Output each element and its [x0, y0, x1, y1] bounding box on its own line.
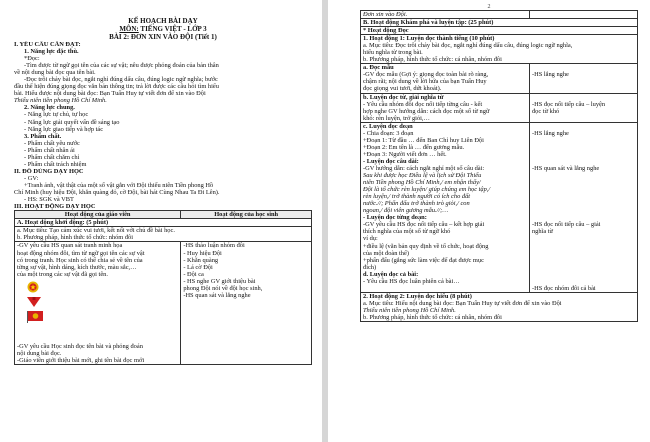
- text-line: 2. Năng lực chung.: [24, 104, 75, 112]
- activity-2-goal: a. Mục tiêu: Hiểu nội dung bài đọc: Bạn Tuấn Huy tự viết đơn để xin vào Đội: [363, 299, 562, 307]
- subject-line: [14, 25, 312, 33]
- table-row: [15, 227, 312, 242]
- table-row: [15, 242, 312, 364]
- student-step: -HS quan sát và lắng nghe: [183, 291, 251, 299]
- teacher-step: +Đoạn 1: Từ đầu … đến Ban Chỉ huy Liên Đội: [363, 136, 484, 144]
- student-cell: [181, 242, 312, 364]
- student-steps: [183, 242, 309, 298]
- teacher-step: - Yêu cầu HS đọc luân phiên cả bài…: [363, 277, 460, 285]
- teacher-step: thích nghĩa của một số từ ngữ khó: [363, 228, 451, 236]
- text-line: - Phẩm chất yêu nước: [24, 139, 80, 147]
- student-step: [532, 264, 635, 271]
- teacher-step: - Luyện đọc câu dài:: [363, 157, 419, 165]
- teacher-step: +Đoạn 2: Em tên là … đến gương mẫu.: [363, 143, 465, 151]
- student-step: [532, 250, 635, 257]
- table-row: [15, 219, 312, 227]
- teacher-step: -GV yêu cầu HS đọc nối tiếp câu – kết hợp giải: [363, 221, 485, 229]
- activity-a-method: b. Phương pháp, hình thức tổ chức: nhóm đôi: [17, 234, 134, 242]
- section-b-header: B. Hoạt động Khám phá và luyện tập: (25 phút): [361, 19, 638, 27]
- student-step: [532, 64, 635, 71]
- teacher-step: - Yêu cầu nhóm đôi đọc nối tiếp từng câu - kết: [363, 100, 483, 108]
- activity-1-goal: a. Mục tiêu: Đọc trôi chảy bài đọc, ngắt nghỉ đúng dấu câu, đúng logic ngữ nghĩa,: [363, 42, 573, 50]
- student-step: [532, 200, 635, 207]
- teacher-step: của một trong các sự vật đã gọi tên.: [17, 270, 108, 278]
- text-line: -Đọc trôi chảy bài đọc, ngắt nghỉ đúng dấu câu, đúng logic ngữ nghĩa; bước: [24, 76, 218, 84]
- student-step: - HS nghe GV giới thiệu bài: [183, 277, 256, 285]
- student-step: -HS đọc nối tiếp câu – luyện: [531, 100, 606, 108]
- teacher-step: đích): [363, 263, 377, 271]
- teacher-step: b. Luyện đọc từ, giải nghĩa từ: [363, 93, 444, 101]
- student-step: [532, 172, 635, 179]
- teacher-step: - Luyện đọc từng đoạn:: [363, 214, 427, 222]
- student-step: - Huy hiệu Đội: [183, 249, 222, 257]
- teacher-cell: [361, 93, 530, 122]
- student-step: [532, 94, 635, 101]
- table-row: [361, 93, 638, 122]
- text-line: về nội dung bài đọc qua tên bài.: [14, 69, 96, 77]
- activity-2-goal-cont: Thiếu niên tiền phong Hồ Chí Minh.: [363, 306, 456, 314]
- table-row: [361, 292, 638, 321]
- text-line: 1. Năng lực đặc thù.: [24, 48, 79, 56]
- student-step: [532, 137, 635, 144]
- table-row: [361, 11, 638, 19]
- subject-label: MÔN:: [119, 25, 139, 33]
- teacher-step: -GV đọc mẫu (Gợi ý: giọng đọc toàn bài rõ ràng,: [363, 71, 489, 79]
- teacher-step: từng sự vật, hình dáng, kích thước, màu sắc,…: [17, 263, 137, 271]
- student-step: [532, 278, 635, 285]
- text-line: I. YÊU CẦU CẦN ĐẠT:: [14, 41, 81, 48]
- table-row: [361, 122, 638, 292]
- student-step: [532, 144, 635, 151]
- text-line: Chí Minh (huy hiệu Đội, khăn quàng đỏ, cờ Đội, bài hát Cùng Nhau Ta Đi Lên).: [14, 188, 220, 196]
- student-step: phong Đội nói về đội học sinh,: [183, 284, 263, 292]
- text-line: bài. Hiểu được nội dung bài đọc: Bạn Tuấn Huy tự viết đơn để xin vào Đội: [14, 90, 206, 98]
- pioneer-badge-icon: [27, 281, 39, 293]
- page-2-content: [360, 10, 638, 322]
- teacher-column-header: Hoạt động của giáo viên: [15, 211, 181, 219]
- text-line: - GV:: [24, 174, 39, 182]
- teacher-step: nội dung bài đọc.: [17, 349, 62, 357]
- student-step: - Đội ca: [183, 270, 204, 278]
- student-cell: [529, 93, 637, 122]
- student-step: -HS đọc nối tiếp câu – giải: [531, 221, 601, 229]
- page-2: [328, 0, 650, 442]
- text-line: -Tìm được từ ngữ gọi tên của các sự vật; nêu được phỏng đoán của bản thân: [24, 62, 219, 70]
- text-line: - Phẩm chất chăm chỉ: [24, 153, 80, 161]
- teacher-cell: [361, 64, 530, 93]
- text-line: - Năng lực giao tiếp và hợp tác: [24, 125, 104, 133]
- text-line: - HS: SGK và VBT: [24, 196, 74, 204]
- section-b-subheader: * Hoạt động Đọc: [361, 27, 638, 35]
- objectives-section: [14, 41, 312, 210]
- student-step: -HS lắng nghe: [531, 129, 569, 137]
- student-cell: [529, 122, 637, 292]
- page-number: 2: [487, 4, 491, 10]
- lesson-title: BÀI 2: ĐƠN XIN VÀO ĐỘI (Tiết 1): [109, 33, 217, 41]
- student-step: nghĩa từ: [531, 228, 554, 236]
- page-1-content: [14, 17, 312, 365]
- student-step: đọc từ khó: [531, 107, 560, 115]
- teacher-step: ngoan,/ đội viên gương mẫu.//;…: [363, 207, 448, 215]
- continued-line: Đơn xin vào Đội.: [361, 11, 530, 19]
- text-line: II. ĐỒ DÙNG DẠY HỌC: [14, 167, 84, 175]
- teacher-step: ví dụ:: [363, 235, 378, 243]
- table-row: [361, 27, 638, 35]
- page-1: [0, 0, 322, 442]
- activity-a-goal: a. Mục tiêu: Tạo cảm xúc vui tươi, kết nối với chủ đề bài học.: [17, 227, 175, 235]
- doc-title: KẾ HOẠCH BÀI DẠY: [128, 17, 198, 25]
- student-step: [532, 257, 635, 264]
- text-line: Thiếu niên tiền phong Hồ Chí Minh.: [14, 97, 107, 105]
- teacher-cell: [361, 122, 530, 292]
- student-step: [532, 207, 635, 214]
- teacher-step: -Giáo viên giới thiệu bài mới, ghi tên bài đọc mới: [17, 356, 145, 364]
- text-line: 3. Phẩm chất.: [24, 132, 62, 140]
- activity-1-goal-cont: hiểu nghĩa từ trong bài.: [363, 49, 423, 57]
- teacher-step: +phấn đấu (gắng sức làm việc để đạt được mục: [363, 256, 484, 264]
- teacher-step: rèn luyện,/ trở thành người có ích cho đất: [363, 193, 471, 201]
- student-step: [532, 151, 635, 158]
- red-scarf-icon: [27, 296, 41, 308]
- subject-value: TIẾNG VIỆT - LỚP 3: [138, 25, 207, 33]
- student-step: [532, 123, 635, 130]
- teacher-step: +điều lệ (văn bản quy định về tổ chức, hoạt động: [363, 242, 489, 250]
- student-step: - Khăn quàng: [183, 256, 219, 264]
- text-line: - Phẩm chất nhân ái: [24, 146, 75, 154]
- student-step: - Lá cờ Đội: [183, 263, 213, 271]
- activity-1-title: 1. Hoạt động 1: Luyện đọc thành tiếng (10 phút): [363, 35, 495, 43]
- team-flag-icon: [27, 311, 43, 323]
- table-header-row: [15, 211, 312, 219]
- table-row: [361, 64, 638, 93]
- student-step: [532, 179, 635, 186]
- table-row: [361, 19, 638, 27]
- teacher-step: a. Đọc mẫu: [363, 64, 394, 72]
- student-cell: [529, 64, 637, 93]
- teacher-step: - Chia đoạn: 3 đoạn: [363, 129, 414, 137]
- student-step: [532, 243, 635, 250]
- teacher-step: có trong tranh. Học sinh có thể chia sẻ về tên của: [17, 256, 143, 264]
- student-step: -HS thảo luận nhóm đôi: [183, 242, 245, 250]
- teacher-step: -GV yêu cầu HS quan sát tranh minh họa: [17, 242, 123, 250]
- student-step: [532, 186, 635, 193]
- teacher-step: -GV hướng dẫn: cách ngắt nghỉ một số câu dài:: [363, 164, 485, 172]
- activity-a-title: A. Hoạt động khởi động: (5 phút): [15, 219, 312, 227]
- activity-a-info: [15, 227, 312, 242]
- teacher-step: +Đoạn 3: Người viết đơn … hết.: [363, 150, 447, 158]
- teacher-step: khó: rèn luyện, trở giỏi,…: [363, 114, 430, 122]
- teacher-step: Sau khi được học Điều lệ và lịch sử Đội Thiếu: [363, 172, 482, 180]
- text-line: đầu thể hiện đúng giọng đọc văn bản thông tin; trả lời được các câu hỏi tìm hiểu: [14, 83, 219, 91]
- text-line: - Năng lực tự chủ, tự học: [24, 111, 89, 119]
- activity-1-rows: [361, 64, 638, 293]
- teacher-step: nước.//; Phấn đấu trở thành trò giỏi,/ con: [363, 200, 470, 208]
- student-step: -HS quan sát và lắng nghe: [531, 164, 600, 172]
- activity-2-info: [361, 292, 638, 321]
- teacher-step: c. Luyện đọc đoạn: [363, 122, 413, 130]
- activity-1-info: [361, 35, 638, 64]
- teacher-cell: [15, 242, 181, 364]
- teacher-step: -GV yêu cầu Học sinh đọc tên bài và phỏng đoán: [17, 342, 143, 350]
- teacher-intro-steps: [17, 343, 178, 364]
- text-line: - Phẩm chất trách nhiệm: [24, 160, 87, 168]
- student-step: -HS đọc nhóm đôi cả bài: [531, 284, 596, 292]
- teacher-steps: [17, 242, 178, 277]
- student-step: [532, 193, 635, 200]
- text-line: - Năng lực giải quyết vấn đề sáng tạo: [24, 118, 120, 126]
- teacher-step: niên Tiền phong Hồ Chí Minh,/ em nhận thấy/: [363, 179, 481, 187]
- text-line: *Đọc:: [24, 55, 40, 63]
- table-row: [361, 35, 638, 64]
- teacher-step: của một đoàn thể): [363, 249, 409, 257]
- teacher-step: hoạt động nhóm đôi, tìm từ ngữ gọi tên các sự vật: [17, 249, 145, 257]
- teacher-step: Đội là tổ chức rèn luyện/ giúp chúng em học tập,/: [363, 186, 491, 194]
- activity-table-continued: [360, 10, 638, 322]
- text-line: III. HOẠT ĐỘNG DẠY HỌC: [14, 203, 96, 211]
- activity-2-method: b. Phương pháp, hình thức tổ chức: cá nhân, nhóm đôi: [363, 313, 502, 321]
- teacher-step: đọc giọng vui tươi, dứt khoát).: [363, 85, 442, 93]
- teacher-step: d. Luyện đọc cả bài:: [363, 270, 419, 278]
- teacher-step: hợp nghe GV hướng dẫn: cách đọc một số từ ngữ: [363, 107, 490, 115]
- student-step: [532, 235, 635, 242]
- activity-1-method: b. Phương pháp, hình thức tổ chức: cá nhân, nhóm đôi: [363, 56, 502, 64]
- student-step: [532, 271, 635, 278]
- teacher-step: chậm rãi; nội dung về lời hứa của bạn Tuấn Huy: [363, 78, 487, 86]
- text-line: +Tranh ảnh, vật thật của một số vật gắn với Đội thiếu niên Tiền phong Hồ: [24, 181, 214, 189]
- student-step: [532, 214, 635, 221]
- student-step: [532, 158, 635, 165]
- student-column-header: Hoạt động của học sinh: [181, 211, 312, 219]
- activity-table: [14, 210, 312, 365]
- activity-2-title: 2. Hoạt động 2: Luyện đọc hiểu (8 phút): [363, 292, 472, 300]
- student-step: -HS lắng nghe: [531, 71, 569, 79]
